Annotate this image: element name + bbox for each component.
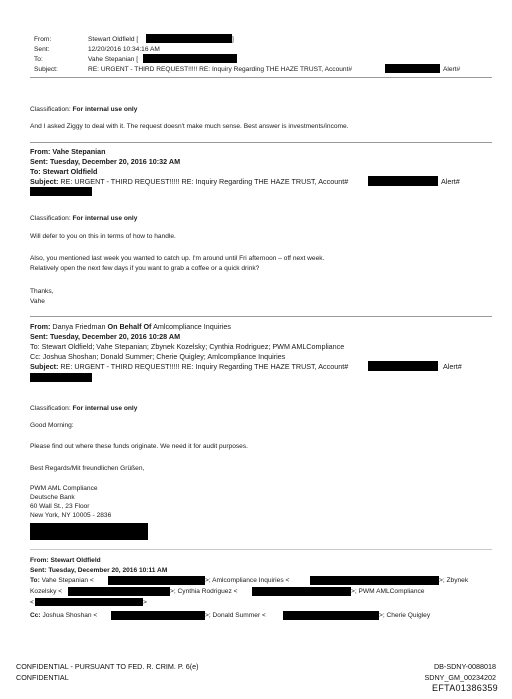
subject-label: Subject: (30, 362, 59, 371)
email2-subject (30, 177, 348, 187)
email4-to-line1 (30, 576, 94, 585)
separator (30, 316, 492, 317)
sent-label: Sent: (34, 46, 50, 53)
redaction-box (30, 523, 148, 540)
email2-paragraph: Relatively open the next few days if you want to grab a coffee or a quick drink? (30, 265, 260, 272)
redaction-box (368, 176, 438, 186)
email3-cc: Cc: Joshua Shoshan; Donald Summer; Cherie Quigley; Amlcompliance Inquiries (30, 352, 286, 361)
to-recipient: > (143, 599, 147, 606)
separator (30, 549, 492, 550)
alert-label: Alert# (443, 66, 461, 73)
email3-greeting: Good Morning: (30, 422, 74, 429)
classification-line (30, 105, 137, 114)
email1-sent-row (34, 45, 160, 54)
classification-line (30, 214, 137, 223)
from-org: Amlcompliance Inquiries (153, 322, 231, 331)
email1-to-row (34, 55, 138, 64)
classification-value: For internal use only (72, 405, 138, 412)
email3-paragraph: Please find out where these funds originate. We need it for audit purposes. (30, 443, 248, 450)
email2-sent: Sent: Tuesday, December 20, 2016 10:32 AM (30, 157, 181, 166)
footer-efta-number: EFTA01386359 (432, 683, 498, 693)
footer-bates-sdny: SDNY_GM_00234202 (424, 673, 496, 682)
cc-recipient: Joshua Shoshan < (42, 612, 98, 619)
to-recipient: >; Cynthia Rodriguez < (170, 588, 238, 595)
redaction-box (310, 576, 439, 585)
to-recipient: >; Zbynek (439, 577, 469, 584)
redaction-box (252, 587, 351, 596)
subject-value: RE: URGENT - THIRD REQUEST!!!!! RE: Inquiry Regarding THE HAZE TRUST, Account# (60, 362, 349, 371)
from-name: Danya Friedman (52, 322, 106, 331)
redaction-box (283, 611, 379, 620)
separator (30, 142, 492, 143)
redaction-box (35, 598, 143, 606)
subject-value: RE: URGENT - THIRD REQUEST!!!!! RE: Inquiry Regarding THE HAZE TRUST, Account# (60, 177, 349, 186)
redaction-box (143, 54, 237, 63)
email2-from: From: Vahe Stepanian (30, 147, 106, 156)
email4-from: From: Stewart Oldfield (30, 557, 101, 564)
email1-from-row (34, 35, 138, 44)
from-value: Stewart Oldfield [ (88, 36, 139, 43)
cc-recipient: >; Cherie Quigley (379, 612, 431, 619)
to-label: To: (30, 577, 40, 584)
footer-bates-db: DB-SDNY-0088018 (433, 662, 496, 671)
subject-value: RE: URGENT - THIRD REQUEST!!!!! RE: Inquiry Regarding THE HAZE TRUST, Account# (88, 66, 353, 73)
redaction-box (30, 187, 92, 196)
redaction-box (368, 361, 438, 371)
classification-line (30, 404, 137, 413)
footer-confidential: CONFIDENTIAL (16, 673, 69, 682)
cc-label: Cc: (30, 612, 41, 619)
redaction-box (108, 576, 205, 585)
email3-regards: Best Regards/Mit freundlichen Grüßen, (30, 465, 145, 472)
email2-signoff: Thanks, (30, 288, 54, 295)
email3-subject (30, 362, 348, 372)
email2-paragraph: Will defer to you on this in terms of how to handle. (30, 233, 176, 240)
on-behalf-label: On Behalf Of (107, 322, 152, 331)
redaction-box (111, 611, 205, 620)
email2-paragraph: Also, you mentioned last week you wanted to catch up. I'm around until Fri afternoon – off next week. (30, 255, 325, 262)
email4-cc-line (30, 611, 97, 620)
redaction-box (30, 373, 92, 382)
signature-line: 60 Wall St., 23 Floor (30, 503, 90, 510)
separator (30, 77, 492, 78)
signature-line: PWM AML Compliance (30, 485, 98, 492)
to-recipient: >; PWM AMLCompliance (351, 588, 425, 595)
to-value: Vahe Stepanian [ (88, 56, 139, 63)
classification-value: For internal use only (72, 215, 138, 222)
classification-label: Classification: (30, 405, 71, 412)
email1-subject-row (34, 65, 352, 74)
alert-label: Alert# (441, 177, 460, 186)
subject-label: Subject: (30, 177, 59, 186)
signature-line: New York, NY 10005 - 2836 (30, 512, 112, 519)
subject-label: Subject: (34, 66, 58, 73)
bracket: ] (232, 36, 234, 43)
to-recipient: >; Amlcompliance Inquiries < (205, 577, 290, 584)
classification-label: Classification: (30, 215, 71, 222)
from-label: From: (34, 36, 52, 43)
email1-body: And I asked Ziggy to deal with it. The request doesn't make much sense. Best answer is investments/income. (30, 123, 349, 130)
redaction-box (68, 587, 170, 596)
to-recipient: Kozelsky < (30, 588, 63, 595)
from-label: From: (30, 322, 51, 331)
signature-line: Deutsche Bank (30, 494, 75, 501)
classification-value: For internal use only (72, 106, 138, 113)
to-recipient: Vahe Stepanian < (41, 577, 94, 584)
email3-sent: Sent: Tuesday, December 20, 2016 10:28 AM (30, 332, 181, 341)
to-label: To: (34, 56, 43, 63)
classification-label: Classification: (30, 106, 71, 113)
sent-value: 12/20/2016 10:34:16 AM (88, 46, 160, 53)
email2-to: To: Stewart Oldfield (30, 167, 98, 176)
footer-confidential-notice: CONFIDENTIAL - PURSUANT TO FED. R. CRIM. P. 6(e) (16, 662, 199, 671)
email4-sent: Sent: Tuesday, December 20, 2016 10:11 AM (30, 567, 168, 574)
redaction-box (146, 34, 232, 43)
email3-from (30, 322, 231, 332)
to-recipient: < (30, 599, 34, 606)
email3-to: To: Stewart Oldfield; Vahe Stepanian; Zbynek Kozelsky; Cynthia Rodriguez; PWM AMLCompliance (30, 342, 345, 351)
alert-label: Alert# (443, 362, 462, 371)
redaction-box (385, 64, 440, 73)
cc-recipient: >; Donald Summer < (205, 612, 266, 619)
email2-signature: Vahe (30, 298, 45, 305)
